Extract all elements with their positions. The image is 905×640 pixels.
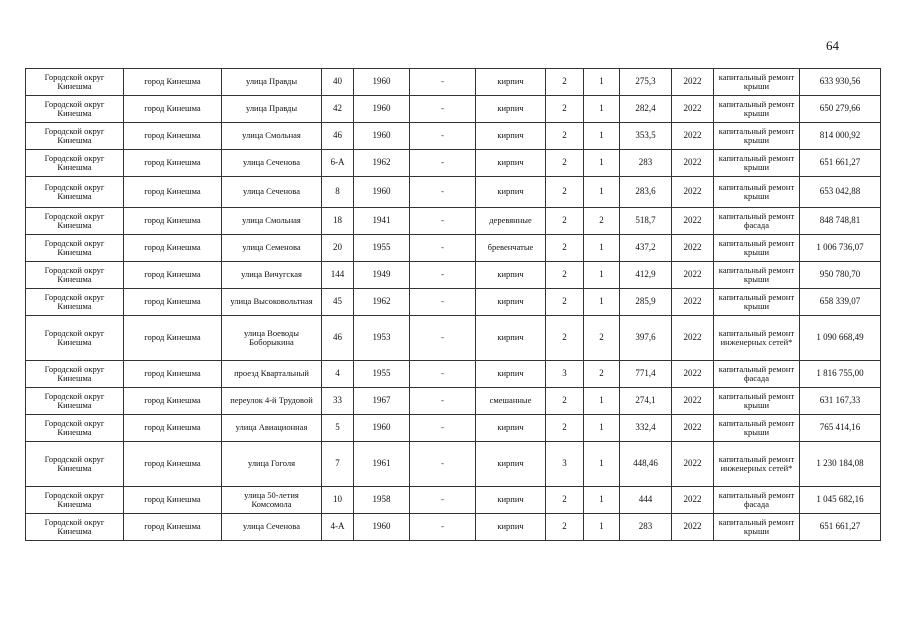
street-cell: улица 50-летия Комсомола	[222, 487, 322, 514]
build-year-cell: 1958	[354, 487, 410, 514]
wall-material-cell: бревенчатые	[476, 235, 546, 262]
table-row	[26, 442, 881, 487]
entrances-cell: 1	[584, 289, 620, 316]
plan-year-cell: 2022	[672, 69, 714, 96]
plan-year-cell: 2022	[672, 262, 714, 289]
cost-cell: 1 230 184,08	[800, 442, 881, 487]
area-cell: 285,9	[620, 289, 672, 316]
cost-cell: 633 930,56	[800, 69, 881, 96]
entrances-cell: 1	[584, 123, 620, 150]
plan-year-cell: 2022	[672, 487, 714, 514]
wall-material-cell: кирпич	[476, 96, 546, 123]
street-cell: улица Вичугская	[222, 262, 322, 289]
municipality-cell: Городской округ Кинешма	[26, 442, 124, 487]
build-year-cell: 1960	[354, 69, 410, 96]
cost-cell: 1 816 755,00	[800, 361, 881, 388]
cost-cell: 1 006 736,07	[800, 235, 881, 262]
area-cell: 412,9	[620, 262, 672, 289]
reconstruction-year-cell: -	[410, 208, 476, 235]
table-row	[26, 289, 881, 316]
municipality-cell: Городской округ Кинешма	[26, 388, 124, 415]
floors-cell: 2	[546, 262, 584, 289]
house-number-cell: 40	[322, 69, 354, 96]
house-number-cell: 18	[322, 208, 354, 235]
area-cell: 444	[620, 487, 672, 514]
settlement-cell: город Кинешма	[124, 316, 222, 361]
reconstruction-year-cell: -	[410, 150, 476, 177]
settlement-cell: город Кинешма	[124, 96, 222, 123]
reconstruction-year-cell: -	[410, 177, 476, 208]
plan-year-cell: 2022	[672, 388, 714, 415]
wall-material-cell: кирпич	[476, 69, 546, 96]
reconstruction-year-cell: -	[410, 123, 476, 150]
wall-material-cell: кирпич	[476, 150, 546, 177]
build-year-cell: 1960	[354, 177, 410, 208]
floors-cell: 2	[546, 487, 584, 514]
floors-cell: 2	[546, 388, 584, 415]
cost-cell: 658 339,07	[800, 289, 881, 316]
settlement-cell: город Кинешма	[124, 262, 222, 289]
wall-material-cell: кирпич	[476, 316, 546, 361]
area-cell: 437,2	[620, 235, 672, 262]
table-row	[26, 487, 881, 514]
area-cell: 448,46	[620, 442, 672, 487]
street-cell: улица Воеводы Боборыкина	[222, 316, 322, 361]
street-cell: улица Правды	[222, 69, 322, 96]
reconstruction-year-cell: -	[410, 235, 476, 262]
municipality-cell: Городской округ Кинешма	[26, 514, 124, 541]
entrances-cell: 1	[584, 262, 620, 289]
area-cell: 274,1	[620, 388, 672, 415]
cost-cell: 651 661,27	[800, 150, 881, 177]
house-number-cell: 5	[322, 415, 354, 442]
cost-cell: 1 090 668,49	[800, 316, 881, 361]
house-number-cell: 8	[322, 177, 354, 208]
area-cell: 332,4	[620, 415, 672, 442]
table-row	[26, 177, 881, 208]
plan-year-cell: 2022	[672, 123, 714, 150]
build-year-cell: 1960	[354, 96, 410, 123]
municipality-cell: Городской округ Кинешма	[26, 361, 124, 388]
build-year-cell: 1953	[354, 316, 410, 361]
municipality-cell: Городской округ Кинешма	[26, 150, 124, 177]
table-row	[26, 388, 881, 415]
cost-cell: 848 748,81	[800, 208, 881, 235]
settlement-cell: город Кинешма	[124, 289, 222, 316]
plan-year-cell: 2022	[672, 514, 714, 541]
floors-cell: 2	[546, 316, 584, 361]
entrances-cell: 1	[584, 442, 620, 487]
house-number-cell: 6-А	[322, 150, 354, 177]
cost-cell: 814 000,92	[800, 123, 881, 150]
cost-cell: 653 042,88	[800, 177, 881, 208]
area-cell: 275,3	[620, 69, 672, 96]
wall-material-cell: кирпич	[476, 289, 546, 316]
reconstruction-year-cell: -	[410, 69, 476, 96]
table-row	[26, 415, 881, 442]
area-cell: 283	[620, 150, 672, 177]
build-year-cell: 1967	[354, 388, 410, 415]
area-cell: 283,6	[620, 177, 672, 208]
reconstruction-year-cell: -	[410, 262, 476, 289]
municipality-cell: Городской округ Кинешма	[26, 289, 124, 316]
cost-cell: 950 780,70	[800, 262, 881, 289]
entrances-cell: 2	[584, 208, 620, 235]
work-type-cell: капитальный ремонт крыши	[714, 514, 800, 541]
work-type-cell: капитальный ремонт фасада	[714, 487, 800, 514]
wall-material-cell: деревянные	[476, 208, 546, 235]
street-cell: улица Авиационная	[222, 415, 322, 442]
wall-material-cell: кирпич	[476, 442, 546, 487]
page-number: 64	[826, 38, 839, 53]
build-year-cell: 1955	[354, 361, 410, 388]
entrances-cell: 1	[584, 487, 620, 514]
plan-year-cell: 2022	[672, 442, 714, 487]
table-row	[26, 150, 881, 177]
build-year-cell: 1960	[354, 123, 410, 150]
settlement-cell: город Кинешма	[124, 415, 222, 442]
plan-year-cell: 2022	[672, 150, 714, 177]
house-number-cell: 33	[322, 388, 354, 415]
area-cell: 283	[620, 514, 672, 541]
settlement-cell: город Кинешма	[124, 388, 222, 415]
build-year-cell: 1961	[354, 442, 410, 487]
settlement-cell: город Кинешма	[124, 487, 222, 514]
settlement-cell: город Кинешма	[124, 208, 222, 235]
plan-year-cell: 2022	[672, 289, 714, 316]
house-number-cell: 42	[322, 96, 354, 123]
work-type-cell: капитальный ремонт крыши	[714, 388, 800, 415]
settlement-cell: город Кинешма	[124, 514, 222, 541]
floors-cell: 2	[546, 235, 584, 262]
settlement-cell: город Кинешма	[124, 361, 222, 388]
plan-year-cell: 2022	[672, 361, 714, 388]
wall-material-cell: кирпич	[476, 123, 546, 150]
reconstruction-year-cell: -	[410, 316, 476, 361]
municipality-cell: Городской округ Кинешма	[26, 177, 124, 208]
table-row	[26, 235, 881, 262]
cost-cell: 1 045 682,16	[800, 487, 881, 514]
work-type-cell: капитальный ремонт инженерных сетей*	[714, 442, 800, 487]
build-year-cell: 1955	[354, 235, 410, 262]
table-row	[26, 69, 881, 96]
municipality-cell: Городской округ Кинешма	[26, 262, 124, 289]
plan-year-cell: 2022	[672, 415, 714, 442]
area-cell: 353,5	[620, 123, 672, 150]
build-year-cell: 1962	[354, 150, 410, 177]
entrances-cell: 2	[584, 361, 620, 388]
floors-cell: 2	[546, 415, 584, 442]
entrances-cell: 1	[584, 415, 620, 442]
house-number-cell: 46	[322, 123, 354, 150]
entrances-cell: 2	[584, 316, 620, 361]
entrances-cell: 1	[584, 150, 620, 177]
wall-material-cell: кирпич	[476, 262, 546, 289]
table-row	[26, 361, 881, 388]
plan-year-cell: 2022	[672, 96, 714, 123]
area-cell: 282,4	[620, 96, 672, 123]
floors-cell: 2	[546, 208, 584, 235]
work-type-cell: капитальный ремонт крыши	[714, 177, 800, 208]
reconstruction-year-cell: -	[410, 415, 476, 442]
plan-year-cell: 2022	[672, 177, 714, 208]
floors-cell: 2	[546, 96, 584, 123]
reconstruction-year-cell: -	[410, 96, 476, 123]
work-type-cell: капитальный ремонт крыши	[714, 262, 800, 289]
settlement-cell: город Кинешма	[124, 123, 222, 150]
reconstruction-year-cell: -	[410, 388, 476, 415]
floors-cell: 2	[546, 123, 584, 150]
settlement-cell: город Кинешма	[124, 177, 222, 208]
street-cell: улица Правды	[222, 96, 322, 123]
wall-material-cell: кирпич	[476, 361, 546, 388]
street-cell: улица Смольная	[222, 123, 322, 150]
municipality-cell: Городской округ Кинешма	[26, 235, 124, 262]
street-cell: улица Сеченова	[222, 150, 322, 177]
floors-cell: 3	[546, 442, 584, 487]
entrances-cell: 1	[584, 96, 620, 123]
municipality-cell: Городской округ Кинешма	[26, 69, 124, 96]
entrances-cell: 1	[584, 235, 620, 262]
work-type-cell: капитальный ремонт крыши	[714, 123, 800, 150]
municipality-cell: Городской округ Кинешма	[26, 96, 124, 123]
house-number-cell: 144	[322, 262, 354, 289]
municipality-cell: Городской округ Кинешма	[26, 208, 124, 235]
municipality-cell: Городской округ Кинешма	[26, 415, 124, 442]
settlement-cell: город Кинешма	[124, 235, 222, 262]
wall-material-cell: кирпич	[476, 487, 546, 514]
table-row	[26, 262, 881, 289]
housing-repair-table	[25, 68, 881, 541]
work-type-cell: капитальный ремонт крыши	[714, 415, 800, 442]
table-row	[26, 514, 881, 541]
wall-material-cell: кирпич	[476, 415, 546, 442]
floors-cell: 2	[546, 289, 584, 316]
work-type-cell: капитальный ремонт фасада	[714, 208, 800, 235]
municipality-cell: Городской округ Кинешма	[26, 487, 124, 514]
build-year-cell: 1960	[354, 415, 410, 442]
floors-cell: 3	[546, 361, 584, 388]
house-number-cell: 20	[322, 235, 354, 262]
house-number-cell: 46	[322, 316, 354, 361]
area-cell: 771,4	[620, 361, 672, 388]
cost-cell: 651 661,27	[800, 514, 881, 541]
street-cell: проезд Квартальный	[222, 361, 322, 388]
plan-year-cell: 2022	[672, 208, 714, 235]
reconstruction-year-cell: -	[410, 514, 476, 541]
street-cell: улица Семенова	[222, 235, 322, 262]
entrances-cell: 1	[584, 388, 620, 415]
house-number-cell: 4-А	[322, 514, 354, 541]
settlement-cell: город Кинешма	[124, 69, 222, 96]
settlement-cell: город Кинешма	[124, 442, 222, 487]
street-cell: улица Сеченова	[222, 177, 322, 208]
floors-cell: 2	[546, 177, 584, 208]
work-type-cell: капитальный ремонт крыши	[714, 69, 800, 96]
floors-cell: 2	[546, 69, 584, 96]
house-number-cell: 45	[322, 289, 354, 316]
reconstruction-year-cell: -	[410, 289, 476, 316]
work-type-cell: капитальный ремонт крыши	[714, 289, 800, 316]
municipality-cell: Городской округ Кинешма	[26, 123, 124, 150]
table-row	[26, 316, 881, 361]
street-cell: улица Гоголя	[222, 442, 322, 487]
entrances-cell: 1	[584, 514, 620, 541]
street-cell: переулок 4-й Трудовой	[222, 388, 322, 415]
work-type-cell: капитальный ремонт инженерных сетей*	[714, 316, 800, 361]
wall-material-cell: смешанные	[476, 388, 546, 415]
work-type-cell: капитальный ремонт крыши	[714, 235, 800, 262]
reconstruction-year-cell: -	[410, 487, 476, 514]
table-row	[26, 123, 881, 150]
cost-cell: 765 414,16	[800, 415, 881, 442]
street-cell: улица Сеченова	[222, 514, 322, 541]
cost-cell: 631 167,33	[800, 388, 881, 415]
entrances-cell: 1	[584, 177, 620, 208]
reconstruction-year-cell: -	[410, 361, 476, 388]
build-year-cell: 1960	[354, 514, 410, 541]
wall-material-cell: кирпич	[476, 177, 546, 208]
reconstruction-year-cell: -	[410, 442, 476, 487]
house-number-cell: 7	[322, 442, 354, 487]
house-number-cell: 4	[322, 361, 354, 388]
street-cell: улица Высоковольтная	[222, 289, 322, 316]
house-number-cell: 10	[322, 487, 354, 514]
settlement-cell: город Кинешма	[124, 150, 222, 177]
floors-cell: 2	[546, 150, 584, 177]
table-row	[26, 208, 881, 235]
wall-material-cell: кирпич	[476, 514, 546, 541]
municipality-cell: Городской округ Кинешма	[26, 316, 124, 361]
build-year-cell: 1962	[354, 289, 410, 316]
build-year-cell: 1949	[354, 262, 410, 289]
work-type-cell: капитальный ремонт фасада	[714, 361, 800, 388]
table-row	[26, 96, 881, 123]
work-type-cell: капитальный ремонт крыши	[714, 150, 800, 177]
area-cell: 518,7	[620, 208, 672, 235]
plan-year-cell: 2022	[672, 316, 714, 361]
area-cell: 397,6	[620, 316, 672, 361]
table-body	[26, 69, 881, 541]
build-year-cell: 1941	[354, 208, 410, 235]
floors-cell: 2	[546, 514, 584, 541]
work-type-cell: капитальный ремонт крыши	[714, 96, 800, 123]
cost-cell: 650 279,66	[800, 96, 881, 123]
street-cell: улица Смольная	[222, 208, 322, 235]
entrances-cell: 1	[584, 69, 620, 96]
plan-year-cell: 2022	[672, 235, 714, 262]
